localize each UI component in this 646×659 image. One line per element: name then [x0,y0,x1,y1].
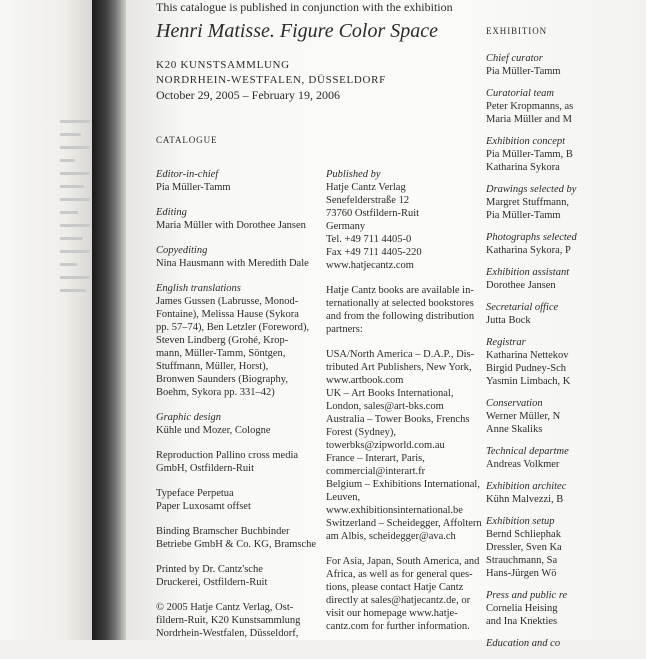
credit-line: Stuffmann, Müller, Horst), [156,361,269,372]
credit-line: Druckerei, Ostfildern-Ruit [156,577,268,588]
intro-line: This catalogue is published in conjunction with the exhibition [156,0,453,14]
credit-line: Australia – Tower Books, Frenchs [326,414,470,425]
credit-label: Exhibition setup [486,516,555,527]
credit-line: Senefelderstraße 12 [326,195,410,206]
credit-block [486,52,646,78]
credit-line: Pia Müller-Tamm, B [486,149,573,160]
credit-line: Fax +49 711 4405-220 [326,247,422,258]
credit-line: Betriebe GmbH & Co. KG, Bramsche [156,539,317,550]
credit-label: Education and co [486,638,561,649]
credit-label: Press and public re [486,590,568,601]
credit-block [486,589,646,628]
credit-line: Pia Müller-Tamm [156,182,231,193]
credit-line: UK – Art Books International, [326,388,454,399]
credit-label: Editing [156,207,187,218]
credit-line: GmbH, Ostfildern-Ruit [156,463,254,474]
credit-block [486,135,646,174]
credit-line: www.hatjecantz.com [326,260,414,271]
credit-block [156,525,331,551]
credit-line: Hans-Jürgen Wö [486,568,557,579]
credit-label: Secretarial office [486,302,559,313]
credit-line: tions, please contact Hatje Cantz [326,582,464,593]
credit-block [156,601,331,640]
credit-line: Maria Müller with Dorothee Jansen [156,220,306,231]
credit-block [486,445,646,471]
catalogue-heading: CATALOGUE [156,135,218,145]
credit-line: Bernd Schliephak [486,529,561,540]
credit-line: Anne Skaliks [486,424,543,435]
credit-line: Cornelia Heising [486,603,558,614]
credit-line: © 2005 Hatje Cantz Verlag, Ost- [156,602,294,613]
credit-block [486,301,646,327]
credit-line: Katharina Sykora [486,162,560,173]
right-page [126,0,640,649]
credit-line: Pia Müller-Tamm [486,210,561,221]
credit-line: Peter Kropmanns, as [486,101,574,112]
credit-line: tributed Art Publishers, New York, [326,362,472,373]
credit-block [486,87,646,126]
credit-line: commercial@interart.fr [326,466,426,477]
credit-line: visit our homepage www.hatje- [326,608,458,619]
credit-line: www.exhibitionsinternational.be [326,505,463,516]
exhibition-title: Henri Matisse. Figure Color Space [156,20,439,42]
credit-line: Forest (Sydney), [326,427,396,438]
credit-line: Hatje Cantz Verlag [326,182,406,193]
left-page [0,0,92,640]
credit-label: Chief curator [486,53,543,64]
credit-line: and Ina Knekties [486,616,558,627]
credit-line: towerbks@zipworld.com.au [326,440,445,451]
left-page-text-edge [60,110,90,410]
credit-label: Published by [326,169,381,180]
credit-block [156,487,331,513]
venue-line: NORDRHEIN-WESTFALEN, DÜSSELDORF [156,74,386,86]
credit-block [486,183,646,222]
credit-line: ternationally at selected bookstores [326,298,474,309]
credit-line: Katharina Nettekov [486,350,569,361]
credit-line: Printed by Dr. Cantz'sche [156,564,263,575]
credit-line: Nordrhein-Westfalen, Düsseldorf, [156,628,299,639]
credit-line: Typeface Perpetua [156,488,234,499]
credit-line: Bronwen Saunders (Biography, [156,374,289,385]
credit-line: Yasmin Limbach, K [486,376,571,387]
credit-line: Birgid Pudney-Sch [486,363,567,374]
credit-label: Exhibition concept [486,136,566,147]
book-gutter [92,0,126,640]
credit-block [326,284,501,336]
credit-block [486,231,646,257]
credit-line: Dorothee Jansen [486,280,556,291]
credit-label: Conservation [486,398,543,409]
credit-line: Tel. +49 711 4405-0 [326,234,412,245]
credit-line: Dressler, Sven Ka [486,542,562,553]
exhibition-heading: EXHIBITION [486,26,547,36]
credit-label: Editor-in-chief [156,169,219,180]
catalogue-credits-column [156,168,331,652]
credit-line: Belgium – Exhibitions International, [326,479,480,490]
credit-block [156,449,331,475]
credit-line: Strauchmann, Sa [486,555,558,566]
publisher-column [326,168,501,645]
credit-line: Paper Luxosamt offset [156,501,251,512]
credit-block [326,555,501,633]
credit-block [486,637,646,650]
credit-block [156,282,331,399]
credit-line: Leuven, [326,492,361,503]
credit-line: partners: [326,324,363,335]
credit-block [486,480,646,506]
credit-line: Andreas Volkmer [486,459,560,470]
credit-line: Africa, as well as for general ques- [326,569,473,580]
credit-line: 73760 Ostfildern-Ruit [326,208,420,219]
venue-line: K20 KUNSTSAMMLUNG [156,59,290,71]
credit-line: Binding Bramscher Buchbinder [156,526,290,537]
exhibition-dates: October 29, 2005 – February 19, 2006 [156,88,340,102]
credit-line: and from the following distribution [326,311,475,322]
credit-block [156,244,331,270]
credit-line: Werner Müller, N [486,411,561,422]
credit-label: Curatorial team [486,88,554,99]
credit-label: Photographs selected [486,232,577,243]
credit-line: Kühle und Mozer, Cologne [156,425,271,436]
credit-line: Reproduction Pallino cross media [156,450,299,461]
credit-line: Germany [326,221,366,232]
credit-line: James Gussen (Labrusse, Monod- [156,296,299,307]
credit-line: fildern-Ruit, K20 Kunstsammlung [156,615,301,626]
credit-block [486,336,646,388]
credit-line: Pia Müller-Tamm [486,66,561,77]
credit-label: English translations [156,283,241,294]
credit-line: For Asia, Japan, South America, and [326,556,480,567]
credit-line: Margret Stuffmann, [486,197,570,208]
credit-line: Jutta Bock [486,315,531,326]
credit-label: Exhibition assistant [486,267,570,278]
venue [156,58,386,88]
credit-line: Nina Hausmann with Meredith Dale [156,258,309,269]
credit-line: directly at sales@hatjecantz.de, or [326,595,471,606]
credit-block [156,206,331,232]
credit-block [326,168,501,272]
credit-line: www.artbook.com [326,375,404,386]
credit-label: Drawings selected by [486,184,577,195]
credit-block [486,515,646,580]
credit-block [326,348,501,543]
credit-line: mann, Müller-Tamm, Söntgen, [156,348,286,359]
credit-block [156,563,331,589]
credit-line: am Albis, scheidegger@ava.ch [326,531,456,542]
credit-line: Fontaine), Melissa Hause (Sykora [156,309,299,320]
credit-line: Boehm, Sykora pp. 331–42) [156,387,275,398]
credit-block [156,411,331,437]
credit-line: France – Interart, Paris, [326,453,425,464]
credit-line: Steven Lindberg (Grohé, Krop- [156,335,289,346]
credit-line: cantz.com for further information. [326,621,470,632]
credit-label: Registrar [486,337,526,348]
credit-line: Hatje Cantz books are available in- [326,285,474,296]
credit-line: London, sales@art-bks.com [326,401,444,412]
credit-label: Exhibition architec [486,481,567,492]
credit-line: Maria Müller and M [486,114,573,125]
exhibition-credits-column [486,25,646,659]
credit-block [486,397,646,436]
credit-line: Katharina Sykora, P [486,245,571,256]
credit-line: Kühn Malvezzi, B [486,494,564,505]
credit-label: Technical departme [486,446,569,457]
credit-label: Copyediting [156,245,208,256]
credit-label: Graphic design [156,412,222,423]
credit-line: pp. 57–74), Ben Letzler (Foreword), [156,322,310,333]
credit-block [486,266,646,292]
credit-line: Switzerland – Scheidegger, Affoltern [326,518,482,529]
credit-line: USA/North America – D.A.P., Dis- [326,349,475,360]
credit-block [156,168,331,194]
